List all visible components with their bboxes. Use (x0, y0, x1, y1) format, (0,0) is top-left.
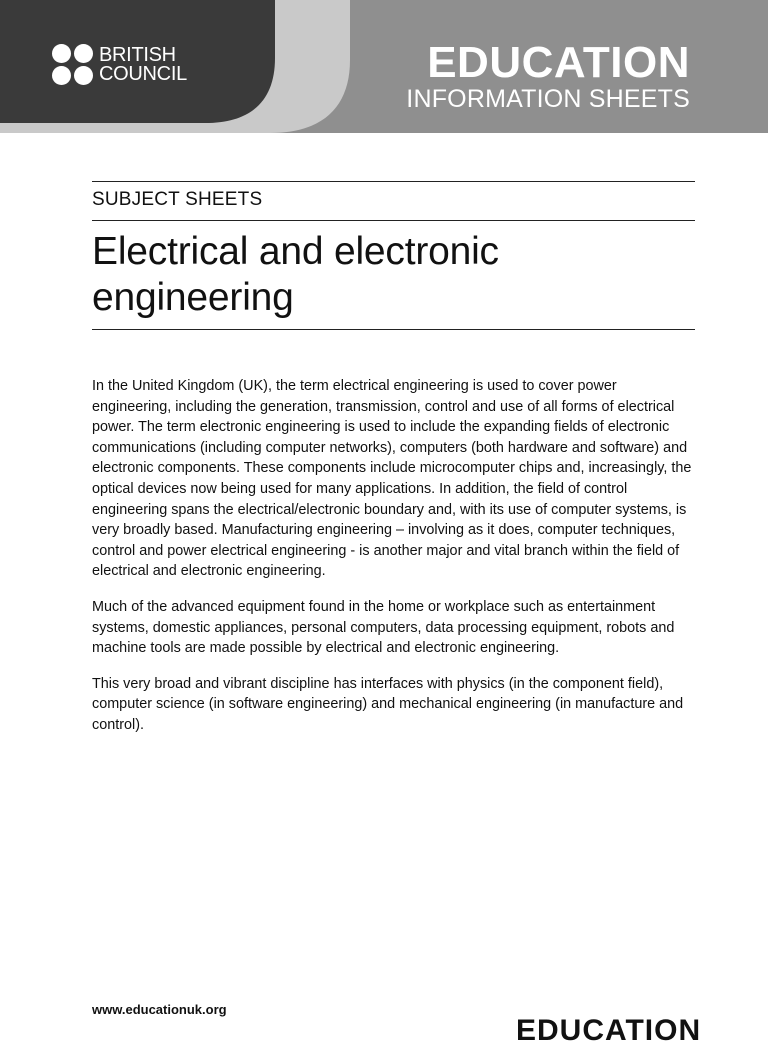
article-body (92, 376, 697, 751)
british-council-dots-icon (52, 44, 93, 85)
series-subtitle: INFORMATION SHEETS (406, 85, 690, 113)
footer-education-logo: EDUCATION (516, 1014, 702, 1047)
body-paragraph: This very broad and vibrant discipline has interfaces with physics (in the component field), computer science (in software engineering) and mechanical engineering (in manufacture and control). (92, 675, 684, 733)
brand-line-1: BRITISH (99, 43, 176, 66)
divider-bottom (92, 329, 695, 330)
british-council-logo[interactable] (52, 44, 187, 85)
british-council-wordmark (99, 43, 187, 85)
divider-top (92, 181, 695, 182)
page-title: Electrical and electronic engineering (92, 230, 499, 319)
page-header (0, 0, 768, 133)
section-label: SUBJECT SHEETS (92, 189, 263, 210)
footer-website-link[interactable]: www.educationuk.org (92, 1002, 227, 1017)
body-paragraph: In the United Kingdom (UK), the term electrical engineering is used to cover power engineering, including the generation, transmission, control and use of all forms of electrical power. The term electronic engineering is used to include the expanding fields of electronic communications (including computer networks), computers (both hardware and software) and electronic components. These components include microcomputer chips and, increasingly, the optical devices now being used for many applications. In addition, the field of control engineering spans the electrical/electronic boundary and, with its use of computer systems, is very broadly based. Manufacturing engineering – involving as it does, computer techniques, control and power electrical engineering - is another major and vital branch within the field of electrical and electronic engineering. (92, 378, 692, 580)
series-heading (406, 40, 690, 112)
series-title: EDUCATION (427, 38, 690, 87)
divider-middle (92, 220, 695, 221)
body-paragraph: Much of the advanced equipment found in the home or workplace such as entertainment systems, domestic appliances, personal computers, data processing equipment, robots and machine tools are made possible by electrical and electronic engineering. (92, 598, 675, 657)
brand-line-2: COUNCIL (99, 62, 187, 85)
